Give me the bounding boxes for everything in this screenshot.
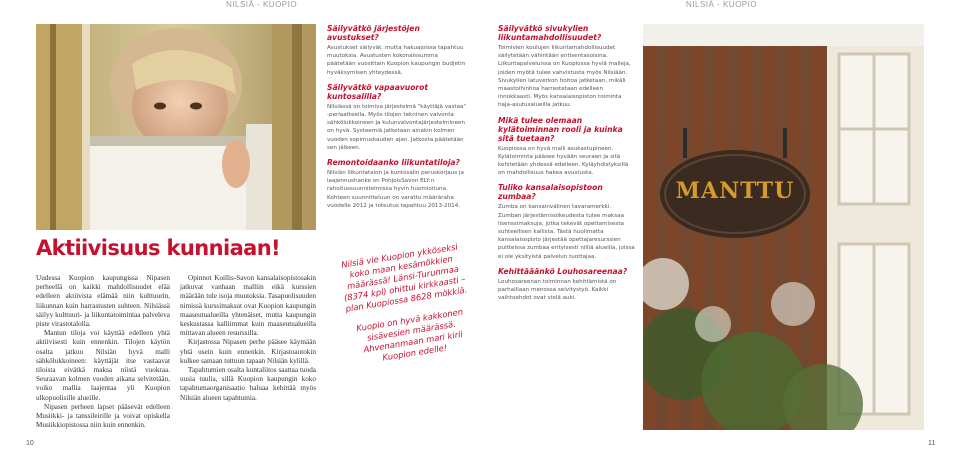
body-paragraph: Nipasen perheen lapset pääsevät edelleen Musiikki- ja tanssileirille ja voivat opiskella Musiikkiopistossa niin kuin ennenkin. — [36, 402, 170, 430]
answer-text: Nilsiän liikuntatalon ja kuntosalin peruskorjaus ja laajennushanke on PohjoisSavon ELY:n rahoitussuunnitelmissa hyvin huomioituna. Kohteen suunnitteluun on varattu määräraha vuodelle 2012 ja toteutus tapahtuu 2013-2014. — [327, 170, 464, 209]
answer-text: Toimivien koulujen liikuntamahdollisuudet säilytetään vähintään entisentasoisina. Liikuntapalveluissa on Kuopiossa hyviä malleja, joiden myötä tulee vahvistusta myös Nilsiään. Sivukylien latuverkon hoitoa jatketaan, mikäli maastoihinhoa harrastetaan edelleen innokkaasti. Myös kansalaisopiston toiminta haja-asutusalueilla jatkuu. — [498, 45, 631, 109]
fact-callout — [335, 241, 480, 379]
question-heading: Säilyvätkö sivukylien liikuntamahdollisuudet? — [498, 24, 602, 42]
answer-text: Avustukset säilyvät, mutta hakuajoissa tapahtuu muutoksia. Avustusten kokonaissumma päätetään vuosittain Kuopion kaupungin budjetin hyväksymisen yhteydessä. — [327, 45, 466, 76]
running-header-left: NILSIÄ - KUOPIO — [226, 0, 298, 9]
body-paragraph: Tapahtumien osalta kuntaliitos saattaa tuoda uusia tuulia, sillä Kuopion kaupungin koko tapahtumaorganisaatio haluaa kehittää myös Nilsiän alueen tapahtumia. — [180, 366, 316, 402]
page-number-right: 11 — [928, 440, 936, 447]
question-heading: Säilyvätkö järjestöjen avustukset? — [327, 24, 420, 42]
body-paragraph: Mantun tiloja voi käyttää edelleen yhtä aktiivisesti kuin ennenkin. Tilojen käytön osalta jatkuu Nilsiän hyvä malli sähkölukkoineen: käyttäjät itse vastaavat tiloista eivätkä maksa niistä vuokraa. Seuraavan kolmen vuoden aikana selvitetään, voiko mallia laajentaa yli Kuopion ulkopuolisille alueille. — [36, 329, 170, 402]
answer-text: Louhosareenan toiminnan kehittämistä on parhaillaan menossa selvitystyö. Kaikki vaihtoehdot ovat vielä auki. — [498, 278, 617, 302]
body-paragraph: Opinnot Koillis-Savon kansalaisopistosakin jatkuvat vanhaan malliin eikä kurssien määrään tule isoja muutoksia. Tasapuolisuuden nimissä kurssimaksut ovat Kuopion kaupungin maaseutualueilla yhtenäiset, mutta kaupungin keskustassa kalliimmat kuin maaseutualueilla mittavan alueen resurssilla. — [180, 274, 316, 338]
body-column-2 — [180, 274, 316, 403]
running-header-right: NILSIÄ - KUOPIO — [686, 0, 758, 9]
question-heading: Tuliko kansalaisopistoon zumbaa? — [498, 183, 603, 202]
callout-text: Kuopio on hyvä kakkonen sisävesien määrässä. Ahvenanmaan mari kirii Kuopion edelle! — [355, 306, 464, 363]
page-number-left: 10 — [26, 440, 34, 447]
question-heading: Säilyvätkö vapaavuorot kuntosalilla? — [327, 82, 429, 101]
qa-column-middle — [327, 24, 467, 214]
answer-text: Zumba on kansainvälinen tavaramerkki. Zumban järjestämisoikeudesta tulee maksaa lisenssimaksuja, jotka tekevät opettamisesta suhteellisen kallista. Tästä huolimatta kansalaisopisto järjestää opettajaresurssien puitteissa zumbaa erityisesti nilliä alueilla, joissa ei ole yksityistä palvelun tuottajaa. — [498, 204, 635, 260]
manttu-building-photo — [643, 24, 924, 430]
question-heading: Kehittääänkö Louhosareenaa? — [498, 266, 628, 276]
body-paragraph: Kirjastossa Nipasen perhe pääsee käymään yhtä usein kuin ennenkin. Kirjastoautokin kulkee samaan tuttuun tapaan Nilsiän kylillä. — [180, 338, 316, 365]
answer-text: Kuopiossa on hyvä malli asukastupineen. Kylätoiminta pääsee hyvään seuraan ja sitä kehitetään yhdessä edelleen. Kyläyhdistyksillä on mahdollisuus hakea avustusta. — [498, 145, 629, 177]
body-column-1 — [36, 274, 170, 430]
callout-text: Nilsiä vie Kuopion ykköseksi koko maan kesämökkien määrässä! Länsi-Turunmaa (8374 kpl) ohittui kirkkaasti – plan Kuopiossa 8628 mökkiä. — [340, 241, 468, 314]
question-heading: Mikä tulee olemaan kylätoiminnan rooli ja kuinka sitä tuetaan? — [498, 115, 623, 143]
question-heading: Remontoidaanko liikuntatiloja? — [327, 158, 460, 168]
manttu-sign-text: MANTTU — [675, 178, 795, 204]
page-headline: Aktiivisuus kunniaan! — [36, 236, 281, 260]
answer-text: Nilsiässä on toimiva järjestelmä "käyttäjä vastaa" -periaatteella. Myös tilojen tekninen valvonta sähkölukkoineen ja kulunvalvontajärjestelmineen on hyvä. Systeemiä jatketaan ainakin kolmen vuoden sopimuskauden ajan. Jatkosta päätetään sen jälkeen. — [327, 103, 466, 151]
girl-photo — [36, 24, 316, 230]
qa-column-right — [498, 24, 636, 306]
body-paragraph: Uudessa Kuopion kaupungissa Nipasen perheellä on kaikki mahdollisuudet elää edelleen aktiivista elämää niin kulttuurin, liikunnan kuin harrastusten suhteen. Nilsiässä säilyy kulttuuri- ja liikuntatoimintaa palveleva piste virastotalolla. — [36, 274, 170, 329]
